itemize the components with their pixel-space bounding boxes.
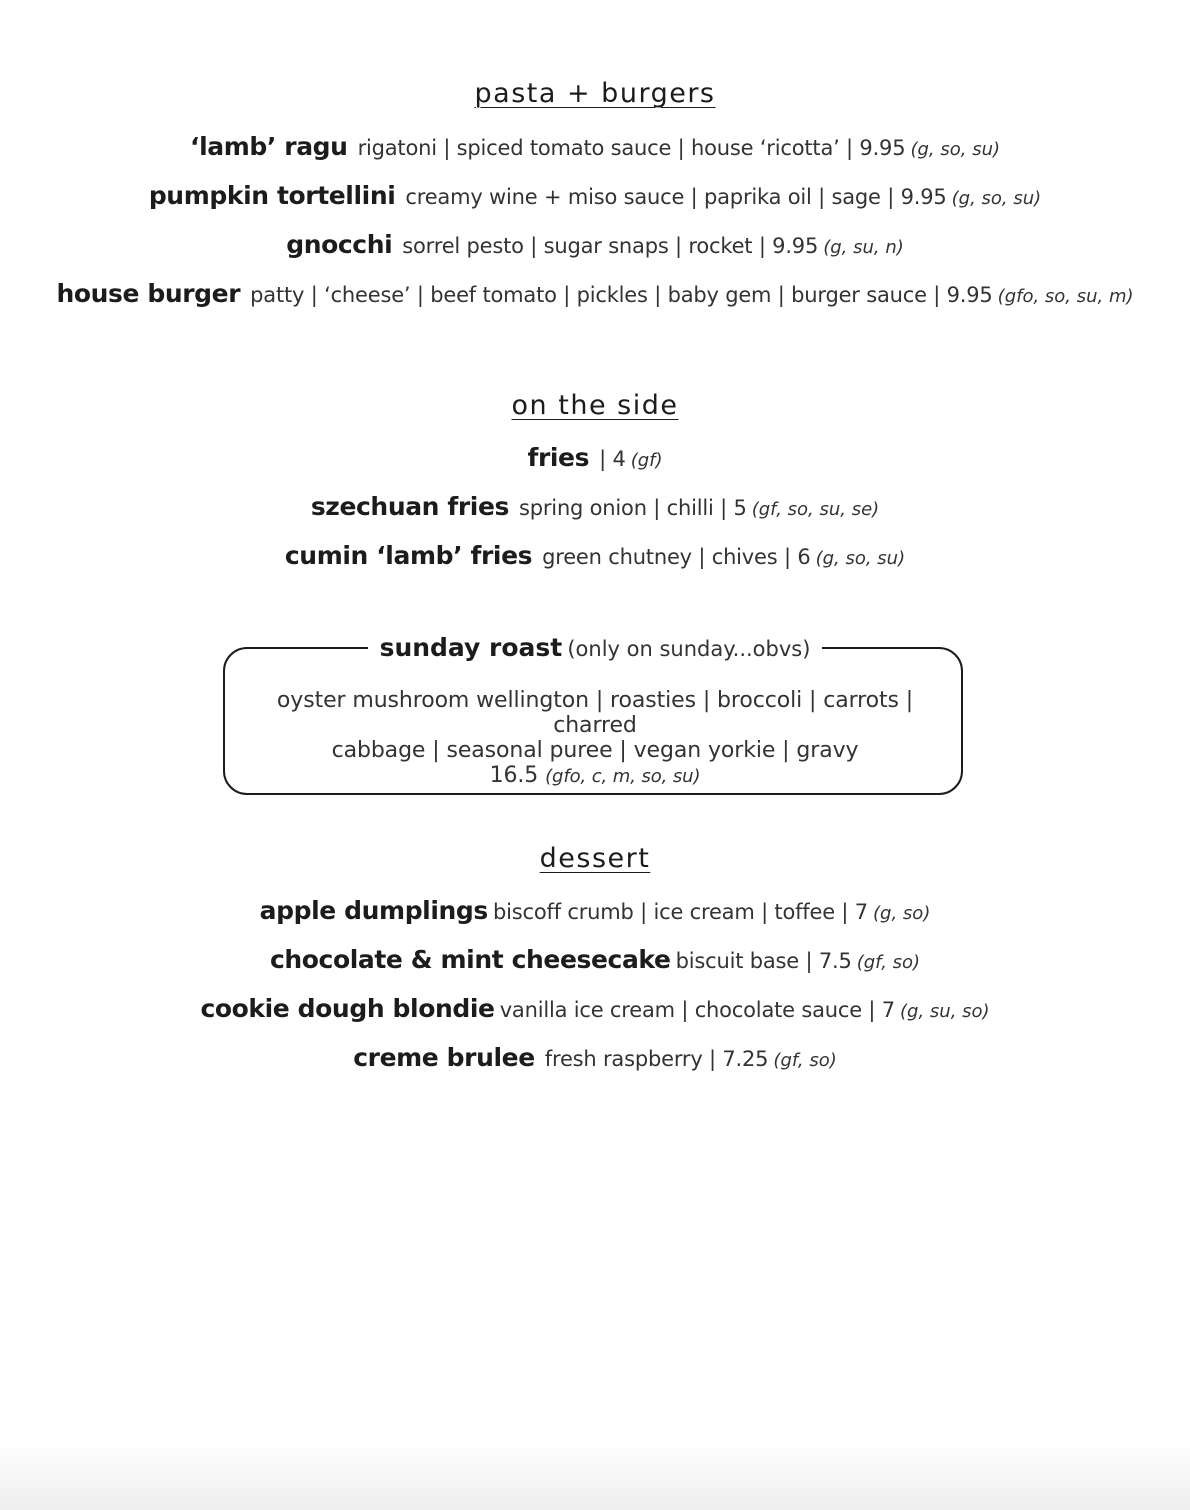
item-desc: creamy wine + miso sauce | paprika oil | sage | 9.95 [405, 185, 947, 209]
item-desc: biscoff crumb | ice cream | toffee | 7 [493, 900, 868, 924]
item-desc: vanilla ice cream | chocolate sauce | 7 [499, 998, 895, 1022]
item-tags: (gf) [630, 450, 663, 471]
item-name: cookie dough blondie [200, 994, 495, 1023]
menu-item-szechuan-fries [0, 490, 1190, 527]
item-name: gnocchi [286, 230, 393, 259]
sunday-roast-description [233, 688, 957, 789]
menu-item-gnocchi [0, 228, 1190, 265]
item-name: pumpkin tortellini [148, 181, 396, 210]
section-heading-dessert: dessert [539, 843, 651, 874]
roast-desc-line-2: cabbage | seasonal puree | vegan yorkie | gravy [331, 738, 859, 763]
item-desc: | 4 [599, 447, 626, 471]
menu-item-fries [0, 441, 1190, 478]
roast-desc-line-1: oyster mushroom wellington | roasties | broccoli | carrots | charred [276, 688, 914, 738]
roast-note: (only on sunday...obvs) [567, 637, 811, 661]
item-desc: rigatoni | spiced tomato sauce | house ‘ricotta’ | 9.95 [357, 136, 906, 160]
item-name: apple dumplings [259, 896, 488, 925]
page-bottom-shade [0, 1440, 1190, 1510]
roast-name: sunday roast [379, 633, 563, 662]
item-tags: (g, so, su) [951, 188, 1042, 209]
roast-price: 16.5 [489, 763, 539, 788]
item-name: cumin ‘lamb’ fries [284, 541, 533, 570]
item-desc: spring onion | chilli | 5 [519, 496, 747, 520]
sunday-roast-title [0, 630, 1190, 669]
menu-item-house-burger [0, 277, 1190, 314]
item-name: fries [527, 443, 590, 472]
menu-item-cheesecake [0, 943, 1190, 980]
item-tags: (g, so, su) [815, 548, 906, 569]
item-desc: fresh raspberry | 7.25 [544, 1047, 769, 1071]
item-desc: patty | ‘cheese’ | beef tomato | pickles | baby gem | burger sauce | 9.95 [250, 283, 993, 307]
item-name: szechuan fries [310, 492, 509, 521]
item-tags: (gfo, so, su, m) [997, 286, 1134, 307]
menu-item-pumpkin-tortellini [0, 179, 1190, 216]
item-tags: (g, su, n) [823, 237, 904, 258]
menu-item-lamb-ragu [0, 130, 1190, 167]
item-tags: (gf, so, su, se) [751, 499, 880, 520]
section-heading-pasta: pasta + burgers [474, 78, 716, 109]
section-heading-side: on the side [511, 390, 679, 421]
menu-item-creme-brulee [0, 1041, 1190, 1078]
menu-item-cookie-dough-blondie [0, 992, 1190, 1029]
item-desc: sorrel pesto | sugar snaps | rocket | 9.95 [402, 234, 819, 258]
item-name: house burger [56, 279, 241, 308]
menu-item-cumin-lamb-fries [0, 539, 1190, 576]
item-name: creme brulee [353, 1043, 535, 1072]
item-tags: (gf, so) [856, 952, 921, 973]
item-desc: biscuit base | 7.5 [675, 949, 852, 973]
roast-price-line [233, 763, 957, 789]
item-tags: (gf, so) [773, 1050, 837, 1071]
item-tags: (g, so) [873, 903, 931, 924]
item-desc: green chutney | chives | 6 [542, 545, 811, 569]
item-tags: (g, su, so) [900, 1001, 990, 1022]
roast-tags: (gfo, c, m, so, su) [545, 766, 701, 787]
item-name: ‘lamb’ ragu [189, 132, 348, 161]
item-name: chocolate & mint cheesecake [269, 945, 671, 974]
menu-item-apple-dumplings [0, 894, 1190, 931]
item-tags: (g, so, su) [910, 139, 1001, 160]
